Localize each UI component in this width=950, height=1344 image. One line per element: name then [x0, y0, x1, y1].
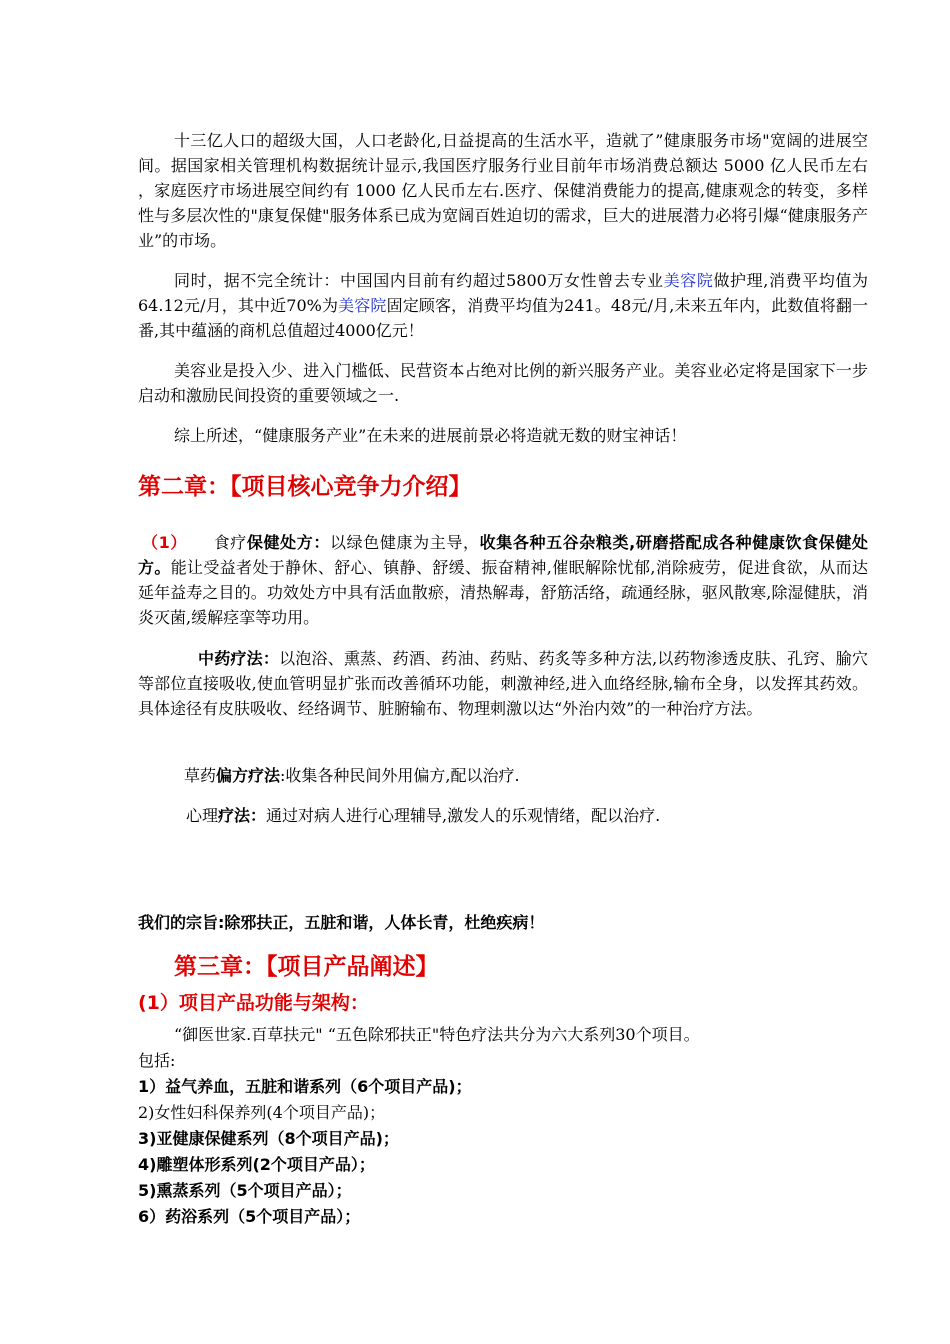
section-4-lead: 心理 [186, 806, 219, 825]
section-number: （1） [142, 533, 187, 552]
product-function-subheading: (1）项目产品功能与架构： [138, 992, 369, 1014]
section-3-heading: 偏方疗法 [216, 766, 281, 785]
section-1-text-1: 以绿色健康为主导， [329, 533, 480, 552]
section-1-text-2: 能让受益者处于静休、舒心、镇静、舒缓、振奋精神,催眠解除忧郁,消除疲劳，促进食欲，从而达延年益寿之目的。功效处方中具有活血散瘀，清热解毒，舒筋活络，疏通经脉，驱风散寒,除湿健肤，消炎灭菌,缓解痉挛等功用。 [138, 558, 868, 627]
section-3-text: :收集各种民间外用偏方,配以治疗. [280, 766, 520, 785]
section-3-lead: 草药 [184, 766, 217, 785]
list-item: 6）药浴系列（5个项目产品）； [138, 1207, 361, 1226]
list-item: 1）益气养血，五脏和谐系列（6个项目产品)； [138, 1077, 472, 1096]
list-item: 4)雕塑体形系列(2个项目产品）； [138, 1155, 375, 1174]
list-item: 2)女性妇科保养列(4个项目产品)； [138, 1103, 386, 1122]
section-1-lead: 食疗 [213, 533, 247, 552]
intro-paragraph-3: 美容业是投入少、进入门槛低、民营资本占绝对比例的新兴服务产业。美容业必定将是国家下一步启动和激励民间投资的重要领域之一. [138, 361, 868, 405]
section-2-heading: 中药疗法： [198, 649, 280, 668]
intro-paragraph-1: 十三亿人口的超级大国，人口老龄化,日益提高的生活水平，造就了”健康服务市场"宽阔的进展空间。据国家相关管理机构数据统计显示,我国医疗服务行业目前年市场消费总额达 5000 亿人民币左右 ，家庭医疗市场进展空间约有 1000 亿人民币左右.医疗、保健消费能力的提高,健康观念的转变，多样性与多层次性的"康复保健"服务体系已成为宽阔百姓迫切的需求，巨大的进展潜力必将引爆“健康服务产业”的市场。 [138, 131, 868, 250]
section-4-heading: 疗法： [218, 806, 267, 825]
section-1-bold-text: 收集各种五谷杂粮类,研磨搭配成各种健康饮食保健处方。 [138, 533, 868, 577]
chapter2-section-1 [138, 530, 868, 630]
intro-p2-text-b: 做护理,消费平均值为64.12元/月，其中近70%为 [138, 271, 868, 315]
intro-paragraph-2 [138, 268, 868, 343]
product-description: “御医世家.百草扶元" “五色除邪扶正"特色疗法共分为六大系列30个项目。 [174, 1025, 700, 1044]
beauty-salon-link-2[interactable]: 美容院 [338, 296, 387, 315]
include-label: 包括: [138, 1051, 176, 1070]
intro-p2-text-c: 固定顾客，消费平均值为241。48元/月,未来五年内，此数值将翻一番,其中蕴涵的商机总值超过4000亿元！ [138, 296, 868, 340]
intro-p2-text-a: 同时，据不完全统计：中国国内目前有约超过5800万女性曾去专业 [174, 271, 664, 290]
section-2-text: 以泡浴、熏蒸、药酒、药油、药贴、药炙等多种方法,以药物渗透皮肤、孔窍、腧穴等部位直接吸收,使血管明显扩张而改善循环功能，刺激神经,进入血络经脉,输布全身，以发挥其药效。具体途径有皮肤吸收、经络调节、脏腑输布、物理刺激以达“外治内效”的一种治疗方法。 [138, 649, 868, 718]
chapter2-section-4 [186, 803, 660, 828]
list-item: 5)熏蒸系列（5个项目产品）； [138, 1181, 352, 1200]
chapter2-section-2 [138, 646, 868, 721]
motto: 我们的宗旨:除邪扶正，五脏和谐，人体长青，杜绝疾病！ [138, 913, 545, 932]
list-item: 3)亚健康保健系列（8个项目产品)； [138, 1129, 399, 1148]
beauty-salon-link-1[interactable]: 美容院 [663, 271, 714, 290]
section-1-heading: 保健处方： [246, 533, 330, 552]
chapter-3-title: 第三章：【项目产品阐述】 [174, 954, 439, 980]
chapter2-section-3 [184, 763, 520, 788]
chapter-2-title: 第二章：【项目核心竞争力介绍】 [138, 474, 472, 500]
section-4-text: 通过对病人进行心理辅导,激发人的乐观情绪，配以治疗. [266, 806, 661, 825]
intro-paragraph-4: 综上所述，“健康服务产业”在未来的进展前景必将造就无数的财宝神话！ [174, 426, 687, 445]
